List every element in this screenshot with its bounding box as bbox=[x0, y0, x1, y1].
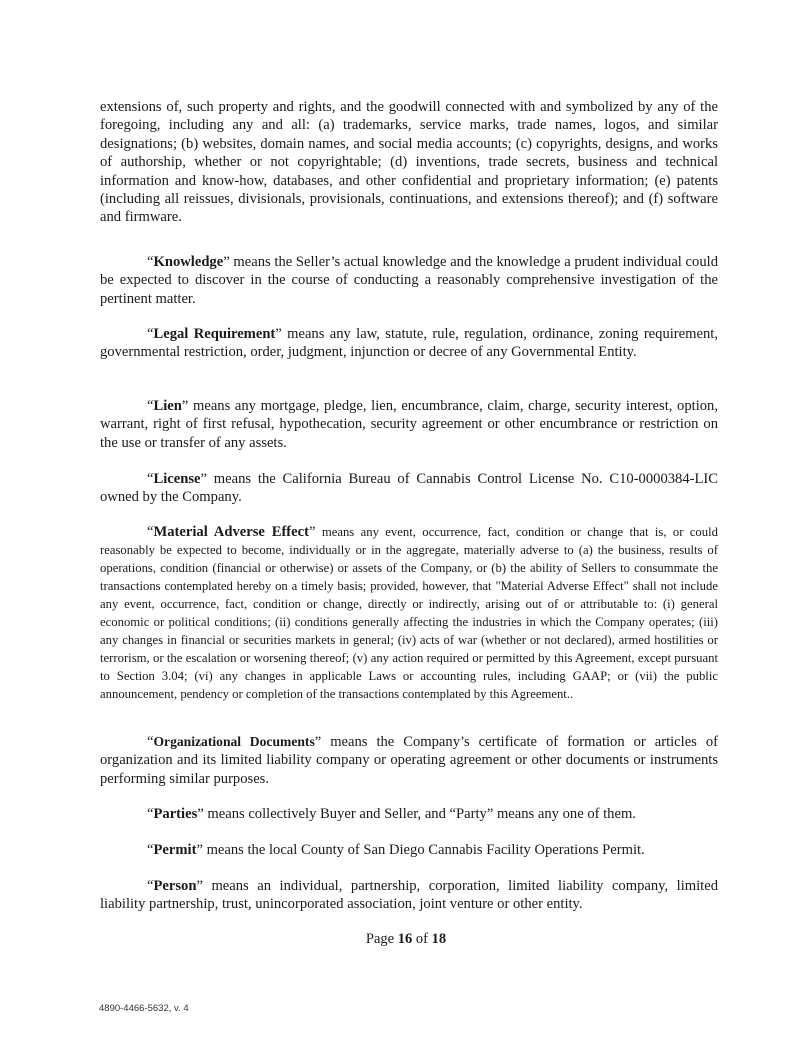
definition-legal-requirement: “Legal Requirement” means any law, statute, rule, regulation, ordinance, zoning requirement, governmental restriction, order, judgment, injunction or decree of any Governmental Entity. bbox=[100, 326, 718, 361]
definition-material-adverse-effect: “Material Adverse Effect” means any event, occurrence, fact, condition or change that is, or could reasonably be expected to become, individually or in the aggregate, materially adverse to (a) the business, results of operations, condition (financial or otherwise) or assets of the Company, or (b) the ability of Sellers to consummate the transactions contemplated hereby on a timely basis; provided, however, that "Material Adverse Effect" shall not include any event, occurrence, fact, condition or change, directly or indirectly, arising out of or attributable to: (i) general economic or political conditions; (ii) conditions generally affecting the industries in which the Company operates; (iii) any changes in financial or securities markets in general; (iv) acts of war (whether or not declared), armed hostilities or terrorism, or the escalation or worsening thereof; (v) any action required or permitted by this Agreement, except pursuant to Section 3.04; (vi) any changes in applicable Laws or accounting rules, including GAAP; or (vii) the public announcement, pendency or completion of the transactions contemplated by this Agreement.. bbox=[100, 524, 718, 701]
definition-parties: “Parties” means collectively Buyer and Seller, and “Party” means any one of them. bbox=[147, 806, 636, 822]
definition-text: means the Seller’s actual knowledge and the knowledge a prudent individual could be expected to discover in the course of conducting a reasonably comprehensive investigation of the pertinent matter. bbox=[100, 254, 718, 307]
definition-text: means collectively Buyer and Seller, and “Party” means any one of them. bbox=[203, 806, 636, 822]
definition-text: means an individual, partnership, corporation, limited liability company, limited liability partnership, trust, unincorporated association, joint venture or other entity. bbox=[100, 878, 718, 913]
definition-permit: “Permit” means the local County of San Diego Cannabis Facility Operations Permit. bbox=[147, 842, 645, 858]
definition-text: means the California Bureau of Cannabis Control License No. C10-0000384-LIC owned by the Company. bbox=[100, 471, 718, 506]
defined-term: Material Adverse Effect bbox=[153, 524, 309, 540]
defined-term: Knowledge bbox=[153, 254, 224, 270]
definition-organizational-documents: “Organizational Documents” means the Company’s certificate of formation or articles of organization and its limited liability company or operating agreement or other documents or instruments performing similar purposes. bbox=[100, 734, 718, 787]
defined-term: Organizational Documents bbox=[153, 734, 315, 749]
defined-term: Person bbox=[153, 878, 197, 894]
defined-term: Lien bbox=[153, 398, 182, 414]
paragraph-intro bbox=[100, 98, 718, 227]
definition-text: means the local County of San Diego Cannabis Facility Operations Permit. bbox=[202, 842, 645, 858]
document-id: 4890-4466-5632, v. 4 bbox=[99, 1003, 189, 1014]
page-current: 16 bbox=[397, 931, 413, 947]
page-mid: of bbox=[412, 931, 432, 947]
page-number bbox=[0, 931, 812, 948]
definition-text: means the Company’s certificate of formation or articles of organization and its limited liability company or operating agreement or other documents or instruments performing similar purposes. bbox=[100, 734, 718, 787]
defined-term: Legal Requirement bbox=[153, 326, 276, 342]
definition-license: “License” means the California Bureau of Cannabis Control License No. C10-0000384-LIC owned by the Company. bbox=[100, 471, 718, 506]
definition-text: means any law, statute, rule, regulation, ordinance, zoning requirement, governmental restriction, order, judgment, injunction or decree of any Governmental Entity. bbox=[100, 326, 718, 361]
page-prefix: Page bbox=[365, 931, 398, 947]
definition-text: means any mortgage, pledge, lien, encumbrance, claim, charge, security interest, option, warrant, right of first refusal, hypothecation, security agreement or other encumbrance or restriction on the use or transfer of any assets. bbox=[100, 398, 718, 451]
page-total: 18 bbox=[431, 931, 447, 947]
definition-knowledge: “Knowledge” means the Seller’s actual knowledge and the knowledge a prudent individual could be expected to discover in the course of conducting a reasonably comprehensive investigation of the pertinent matter. bbox=[100, 254, 718, 307]
defined-term: Parties bbox=[153, 806, 198, 822]
defined-term: Permit bbox=[153, 842, 197, 858]
defined-term: License bbox=[153, 471, 201, 487]
definition-text: means any event, occurrence, fact, condition or change that is, or could reasonably be expected to become, individually or in the aggregate, materially adverse to (a) the business, results of operations, condition (financial or otherwise) or assets of the Company, or (b) the ability of Sellers to consummate the transactions contemplated hereby on a timely basis; provided, however, that "Material Adverse Effect" shall not include any event, occurrence, fact, condition or change, directly or indirectly, arising out of or attributable to: (i) general economic or political conditions; (ii) conditions generally affecting the industries in which the Company operates; (iii) any changes in financial or securities markets in general; (iv) acts of war (whether or not declared), armed hostilities or terrorism, or the escalation or worsening thereof; (v) any action required or permitted by this Agreement, except pursuant to Section 3.04; (vi) any changes in applicable Laws or accounting rules, including GAAP; or (vii) the public announcement, pendency or completion of the transactions contemplated by this Agreement.. bbox=[100, 525, 718, 701]
definition-lien: “Lien” means any mortgage, pledge, lien, encumbrance, claim, charge, security interest, option, warrant, right of first refusal, hypothecation, security agreement or other encumbrance or restriction on the use or transfer of any assets. bbox=[100, 398, 718, 451]
paragraph-text: extensions of, such property and rights, and the goodwill connected with and symbolized by any of the foregoing, including any and all: (a) trademarks, service marks, trade names, logos, and similar designations; (b) websites, domain names, and social media accounts; (c) copyrights, designs, and works of authorship, whether or not copyrightable; (d) inventions, trade secrets, business and technical information and know-how, databases, and other confidential and proprietary information; (e) patents (including all reissues, divisionals, provisionals, continuations, and extensions thereof); and (f) software and firmware. bbox=[100, 99, 718, 226]
definition-person: “Person” means an individual, partnership, corporation, limited liability company, limited liability partnership, trust, unincorporated association, joint venture or other entity. bbox=[100, 878, 718, 913]
